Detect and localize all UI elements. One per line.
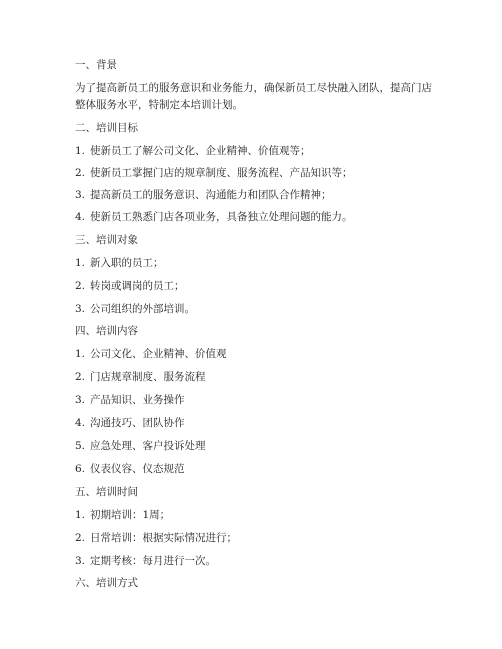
- item-number: 1.: [75, 509, 86, 521]
- list-item: [75, 144, 311, 158]
- list-item: [75, 279, 185, 293]
- list-item: [75, 256, 164, 270]
- item-number: 1.: [75, 257, 86, 269]
- item-text: 提高新员工的服务意识、沟通能力和团队合作精神；: [90, 189, 332, 201]
- item-number: 1.: [75, 145, 86, 157]
- item-text: 公司组织的外部培训。: [90, 303, 195, 315]
- item-number: 4.: [75, 211, 86, 223]
- list-item: [75, 370, 206, 384]
- item-number: 1.: [75, 348, 86, 360]
- section-heading-goals: 二、培训目标: [75, 122, 138, 134]
- list-item: [75, 531, 237, 545]
- item-number: 3.: [75, 189, 86, 201]
- item-text: 日常培训：根据实际情况进行；: [90, 532, 237, 544]
- list-item: [75, 393, 185, 407]
- item-number: 3.: [75, 394, 86, 406]
- section-heading-background: 一、背景: [75, 59, 117, 71]
- section-heading-audience: 三、培训对象: [75, 234, 138, 246]
- item-number: 5.: [75, 440, 86, 452]
- item-number: 2.: [75, 371, 86, 383]
- item-text: 门店规章制度、服务流程: [90, 371, 206, 383]
- item-number: 3.: [75, 555, 86, 567]
- list-item: [75, 508, 170, 522]
- item-text: 新入职的员工；: [90, 257, 164, 269]
- list-item: [75, 416, 185, 430]
- item-text: 使新员工了解公司文化、企业精神、价值观等；: [90, 145, 311, 157]
- list-item: [75, 439, 206, 453]
- section-heading-schedule: 五、培训时间: [75, 486, 138, 498]
- list-item: [75, 166, 353, 180]
- item-text: 初期培训：1周；: [90, 509, 171, 521]
- item-text: 产品知识、业务操作: [90, 394, 185, 406]
- item-number: 2.: [75, 167, 86, 179]
- item-number: 3.: [75, 303, 86, 315]
- item-text: 使新员工熟悉门店各项业务，具备独立处理问题的能力。: [90, 211, 353, 223]
- item-number: 2.: [75, 280, 86, 292]
- list-item: [75, 554, 216, 568]
- section-heading-content: 四、培训内容: [75, 325, 138, 337]
- item-text: 沟通技巧、团队协作: [90, 417, 185, 429]
- section-heading-method: 六、培训方式: [75, 577, 138, 589]
- list-item: [75, 210, 353, 224]
- item-number: 2.: [75, 532, 86, 544]
- item-number: 4.: [75, 417, 86, 429]
- item-text: 使新员工掌握门店的规章制度、服务流程、产品知识等；: [90, 167, 353, 179]
- item-text: 公司文化、企业精神、价值观: [90, 348, 227, 360]
- background-paragraph: 为了提高新员工的服务意识和业务能力，确保新员工尽快融入团队，提高门店整体服务水平，特制定本培训计划。: [75, 82, 432, 111]
- list-item: [75, 302, 195, 316]
- list-item: [75, 347, 227, 361]
- list-item: [75, 188, 332, 202]
- list-item: [75, 462, 185, 476]
- item-text: 定期考核：每月进行一次。: [90, 555, 216, 567]
- item-text: 仪表仪容、仪态规范: [90, 463, 185, 475]
- item-text: 应急处理、客户投诉处理: [90, 440, 206, 452]
- item-number: 6.: [75, 463, 86, 475]
- item-text: 转岗或调岗的员工；: [90, 280, 185, 292]
